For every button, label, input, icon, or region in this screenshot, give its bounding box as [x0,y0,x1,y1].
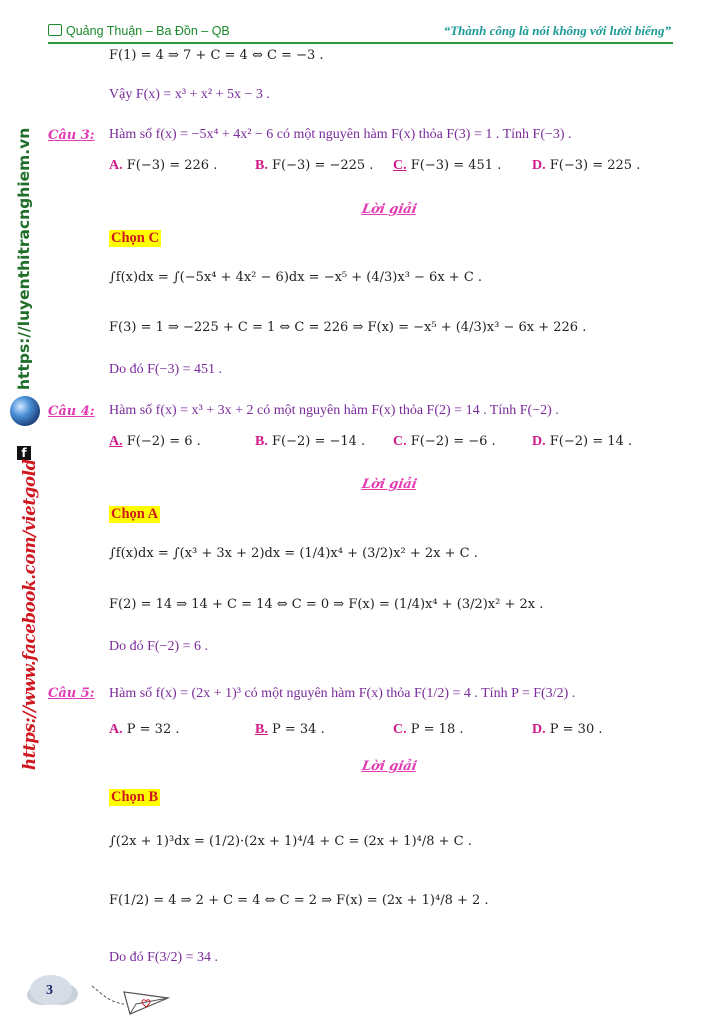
q3-option-d[interactable] [532,158,640,174]
q3-step-3: Do đó F(−3) = 451 . [109,362,223,377]
q5-solution-heading: Lời giải [360,759,418,774]
option-value: F(−2) = −14 . [271,434,366,449]
header-divider [48,42,673,44]
paper-plane-icon [90,978,170,1018]
line-f1: F(1) = 4 ⇒ 7 + C = 4 ⇔ C = −3 . [109,48,324,63]
option-key: D. [532,722,546,737]
q4-step-2: F(2) = 14 ⇒ 14 + C = 14 ⇔ C = 0 ⇒ F(x) = (1/4)x⁴ + (3/2)x² + 2x . [109,597,544,612]
option-key: D. [532,434,546,449]
page-number: 3 [46,983,53,998]
sidebar-facebook-link[interactable]: https://www.facebook.com/vietgold [20,459,39,770]
option-key: C. [393,434,407,449]
q5-option-c[interactable] [393,722,463,738]
q4-option-b[interactable] [255,434,365,450]
question-5-label: Câu 5: [48,686,95,701]
facebook-icon[interactable]: f [17,446,31,460]
option-value: P = 18 . [410,722,464,737]
book-icon [48,24,62,36]
option-value: F(−2) = 6 . [126,434,201,449]
option-key: A. [109,722,123,737]
q4-answer: Chọn A [111,506,159,522]
header-left [48,24,230,38]
option-key: C. [393,158,407,173]
question-5-text: Hàm số f(x) = (2x + 1)³ có một nguyên hàm F(x) thỏa F(1/2) = 4 . Tính P = F(3/2) . [109,686,576,701]
q5-option-b[interactable] [255,722,325,738]
q4-solution-heading: Lời giải [360,477,418,492]
sidebar-url[interactable]: https://luyenthitracnghiem.vn [15,127,33,390]
option-key: B. [255,434,268,449]
option-key: D. [532,158,546,173]
q3-option-c[interactable] [393,158,501,174]
option-key: A. [109,158,123,173]
globe-icon [10,396,40,426]
option-value: F(−3) = 451 . [410,158,502,173]
q5-step-1: ∫(2x + 1)³dx = (1/2)·(2x + 1)⁴/4 + C = (2x + 1)⁴/8 + C . [109,834,472,849]
option-key: B. [255,722,268,737]
option-value: F(−3) = −225 . [271,158,374,173]
q3-option-a[interactable] [109,158,217,174]
q5-option-d[interactable] [532,722,602,738]
header-motto: “Thành công là nói không với lười biếng” [443,23,671,38]
q4-step-1: ∫f(x)dx = ∫(x³ + 3x + 2)dx = (1/4)x⁴ + (3/2)x² + 2x + C . [109,546,478,561]
option-key: A. [109,434,123,449]
q3-answer: Chọn C [111,230,159,246]
q5-step-2: F(1/2) = 4 ⇒ 2 + C = 4 ⇔ C = 2 ⇒ F(x) = (2x + 1)⁴/8 + 2 . [109,893,489,908]
q3-step-2: F(3) = 1 ⇒ −225 + C = 1 ⇔ C = 226 ⇒ F(x) = −x⁵ + (4/3)x³ − 6x + 226 . [109,320,587,335]
option-value: F(−2) = 14 . [549,434,633,449]
option-key: B. [255,158,268,173]
header-location: Quảng Thuận – Ba Đồn – QB [66,24,230,38]
question-4-label: Câu 4: [48,404,95,419]
q3-step-1: ∫f(x)dx = ∫(−5x⁴ + 4x² − 6)dx = −x⁵ + (4/3)x³ − 6x + C . [109,270,483,285]
option-value: F(−3) = 226 . [126,158,218,173]
option-value: P = 34 . [271,722,325,737]
q4-option-c[interactable] [393,434,496,450]
q4-step-3: Do đó F(−2) = 6 . [109,639,209,654]
q5-option-a[interactable] [109,722,179,738]
q4-option-d[interactable] [532,434,632,450]
option-value: F(−3) = 225 . [549,158,641,173]
line-vay: Vậy F(x) = x³ + x² + 5x − 3 . [109,87,270,102]
option-key: C. [393,722,407,737]
q5-step-3: Do đó F(3/2) = 34 . [109,950,219,965]
option-value: F(−2) = −6 . [410,434,496,449]
q5-answer: Chọn B [111,789,159,805]
option-value: P = 30 . [549,722,603,737]
q3-option-b[interactable] [255,158,373,174]
question-4-text: Hàm số f(x) = x³ + 3x + 2 có một nguyên hàm F(x) thỏa F(2) = 14 . Tính F(−2) . [109,403,559,418]
question-3-text: Hàm số f(x) = −5x⁴ + 4x² − 6 có một nguyên hàm F(x) thỏa F(3) = 1 . Tính F(−3) . [109,127,572,142]
q3-solution-heading: Lời giải [360,202,418,217]
q4-option-a[interactable] [109,434,201,450]
option-value: P = 32 . [126,722,180,737]
question-3-label: Câu 3: [48,128,95,143]
